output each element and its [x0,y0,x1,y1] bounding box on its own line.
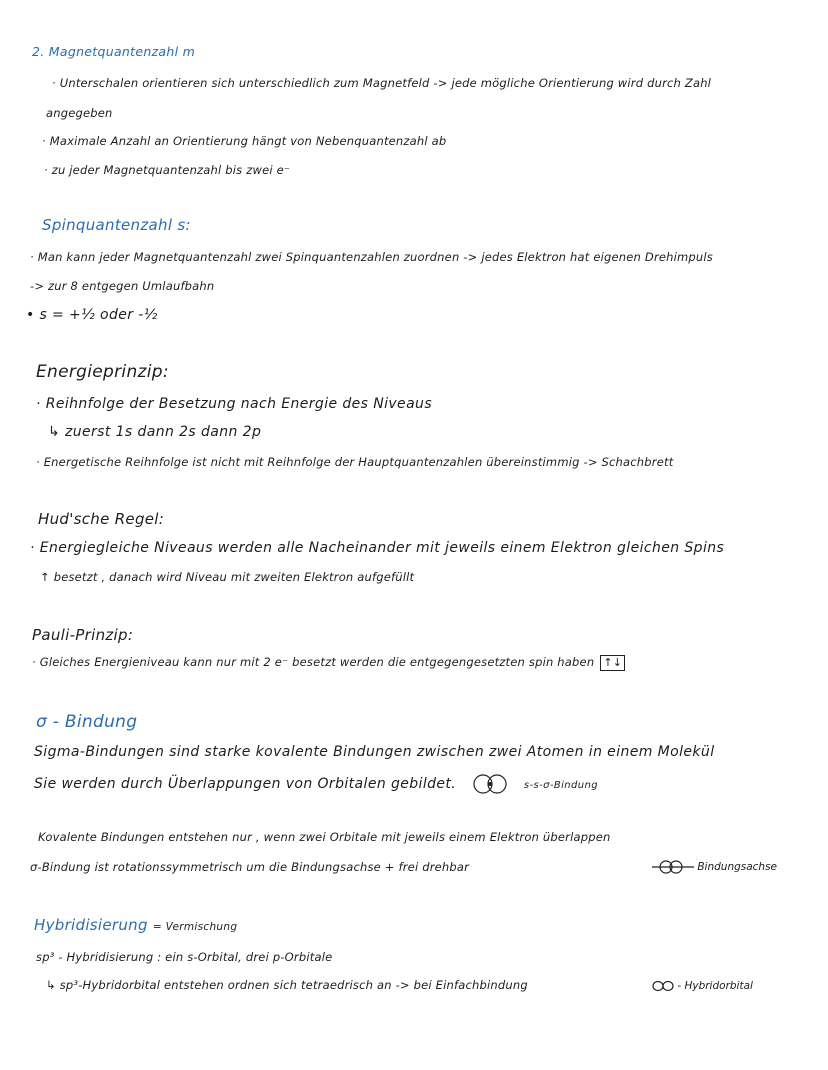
hybrid-orbital-icon [652,980,674,992]
sigma-line-1: Sigma-Bindungen sind starke kovalente Bindungen zwischen zwei Atomen in einem Molekül [34,744,715,760]
hund-line-2: ↑ besetzt , danach wird Niveau mit zweiten Elektron aufgefüllt [40,570,415,584]
bindungsachse-note [652,860,777,874]
pauli-text: · Gleiches Energieniveau kann nur mit 2 e⁻ besetzt werden die entgegengesetzten spin haben [32,655,595,669]
magnet-line-4: · zu jeder Magnetquantenzahl bis zwei e⁻ [44,163,291,177]
spin-line-1: · Man kann jeder Magnetquantenzahl zwei Spinquantenzahlen zuordnen -> jedes Elektron hat eigenen Drehimpuls [30,250,714,264]
magnet-line-2: angegeben [46,106,113,120]
hybrid-heading-note: = Vermischung [152,921,238,933]
spin-line-3: • s = +½ oder -½ [26,307,158,323]
energie-heading: Energieprinzip: [36,362,169,382]
energie-line-3: · Energetische Reihnfolge ist nicht mit Reihnfolge der Hauptquantenzahlen übereinstimmig -> Schachbrett [36,455,674,469]
bond-axis-icon [652,860,694,874]
hybrid-line-2: ↳ sp³-Hybridorbital entstehen ordnen sich tetraedrisch an -> bei Einfachbindung [46,978,528,992]
magnet-line-3: · Maximale Anzahl an Orientierung hängt von Nebenquantenzahl ab [42,134,447,148]
energie-line-2: ↳ zuerst 1s dann 2s dann 2p [48,424,262,440]
ss-sigma-label: s-s-σ-Bindung [523,780,599,791]
sigma-line-2 [34,774,598,794]
hund-line-1: · Energiegleiche Niveaus werden alle Nacheinander mit jeweils einem Elektron gleichen Spins [30,540,725,556]
hybridorbital-label: - Hybridorbital [677,980,753,992]
hybrid-line-1: sp³ - Hybridisierung : ein s-Orbital, drei p-Orbitale [36,950,333,964]
s-s-overlap-icon [467,774,513,794]
bindungsachse-label: Bindungsachse [697,861,778,873]
spin-line-2: -> zur 8 entgegen Umlaufbahn [30,279,215,293]
hybrid-heading [34,916,237,934]
sigma-line-3: Kovalente Bindungen entstehen nur , wenn zwei Orbitale mit jeweils einem Elektron überlappen [38,830,611,844]
pauli-heading: Pauli-Prinzip: [32,626,134,644]
hybrid-heading-text: Hybridisierung [34,916,148,934]
energie-line-1: · Reihnfolge der Besetzung nach Energie des Niveaus [36,396,433,412]
pauli-line [32,655,625,671]
hybridorbital-note [652,980,753,992]
magnet-line-1: · Unterschalen orientieren sich unterschiedlich zum Magnetfeld -> jede mögliche Orientierung wird durch Zahl [52,76,712,90]
sigma-line-2-text: Sie werden durch Überlappungen von Orbitalen gebildet. [34,776,457,792]
spin-heading: Spinquantenzahl s: [42,216,191,234]
sigma-line-4: σ-Bindung ist rotationssymmetrisch um die Bindungsachse + frei drehbar [30,860,470,874]
sigma-heading: σ - Bindung [36,712,138,732]
spin-pair-box: ↑↓ [600,655,625,671]
hund-heading: Hud'sche Regel: [38,510,165,528]
magnet-heading: 2. Magnetquantenzahl m [32,44,196,59]
